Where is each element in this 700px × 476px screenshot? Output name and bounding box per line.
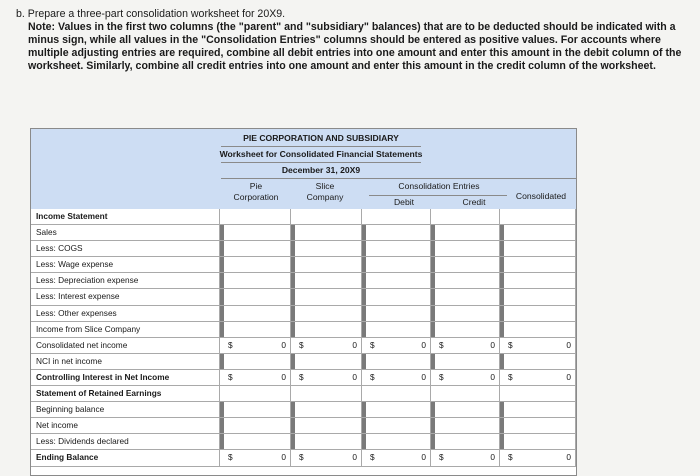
consolidated-input[interactable]: [500, 418, 576, 433]
consolidated-cell: [500, 209, 576, 224]
credit-cell: [431, 209, 500, 224]
row-label: Ending Balance: [31, 450, 220, 465]
credit-total: [431, 338, 500, 353]
instructions: [16, 8, 692, 73]
row-label: Less: Depreciation expense: [31, 273, 220, 288]
consolidated-cell: [500, 386, 576, 401]
currency-symbol: $: [228, 371, 233, 382]
table-row: [31, 209, 576, 225]
row-label: Consolidated net income: [31, 338, 220, 353]
question-text: b. Prepare a three-part consolidation worksheet for 20X9.: [16, 8, 286, 20]
col-header-consolidated: Consolidated: [515, 191, 567, 201]
subsidiary-cell: [291, 386, 362, 401]
parent-input[interactable]: [220, 306, 291, 321]
note-text: Note: Values in the first two columns (the "parent" and "subsidiary" balances) that are to be deducted should be indicated with a minus sign, while all values in the "Consolidation Entries" columns should be entered as positive values. For accounts where multiple adjusting entries are required, combine all debit entries into one amount and enter this amount in the debit column of the worksheet. Similarly, combine all credit entries into one amount and enter this amount in the credit column of the worksheet.: [28, 21, 682, 72]
parent-input[interactable]: [220, 354, 291, 369]
subsidiary-input[interactable]: [291, 241, 362, 256]
worksheet-rows: [31, 209, 576, 467]
parent-input[interactable]: [220, 273, 291, 288]
currency-symbol: $: [370, 339, 375, 350]
debit-input[interactable]: [362, 434, 431, 449]
currency-symbol: $: [370, 452, 375, 463]
currency-symbol: $: [299, 339, 304, 350]
parent-input[interactable]: [220, 434, 291, 449]
currency-symbol: $: [508, 371, 513, 382]
parent-cell: [220, 386, 291, 401]
total-value: 0: [421, 452, 426, 463]
subsidiary-input[interactable]: [291, 306, 362, 321]
subsidiary-input[interactable]: [291, 322, 362, 337]
debit-input[interactable]: [362, 289, 431, 304]
table-row: [31, 354, 576, 370]
subsidiary-input[interactable]: [291, 418, 362, 433]
consolidated-input[interactable]: [500, 434, 576, 449]
parent-input[interactable]: [220, 322, 291, 337]
credit-input[interactable]: [431, 273, 500, 288]
consolidated-total: [500, 338, 576, 353]
subsidiary-input[interactable]: [291, 354, 362, 369]
total-value: 0: [490, 371, 495, 382]
table-row: [31, 306, 576, 322]
col-header-parent: Pie Corporation: [233, 181, 279, 202]
table-row: [31, 289, 576, 305]
debit-input[interactable]: [362, 225, 431, 240]
total-value: 0: [421, 339, 426, 350]
debit-total: [362, 370, 431, 385]
currency-symbol: $: [228, 452, 233, 463]
debit-cell: [362, 209, 431, 224]
debit-input[interactable]: [362, 257, 431, 272]
consolidated-input[interactable]: [500, 273, 576, 288]
debit-input[interactable]: [362, 273, 431, 288]
subsidiary-input[interactable]: [291, 257, 362, 272]
subsidiary-input[interactable]: [291, 225, 362, 240]
table-row: [31, 450, 576, 466]
table-row: [31, 370, 576, 386]
credit-input[interactable]: [431, 434, 500, 449]
row-label: Less: COGS: [31, 241, 220, 256]
row-label: Statement of Retained Earnings: [31, 386, 220, 401]
total-value: 0: [421, 371, 426, 382]
parent-input[interactable]: [220, 418, 291, 433]
subsidiary-cell: [291, 209, 362, 224]
currency-symbol: $: [228, 339, 233, 350]
total-value: 0: [352, 371, 357, 382]
debit-input[interactable]: [362, 418, 431, 433]
subsidiary-input[interactable]: [291, 402, 362, 417]
consolidated-input[interactable]: [500, 306, 576, 321]
parent-total: [220, 338, 291, 353]
credit-input[interactable]: [431, 241, 500, 256]
consolidated-total: [500, 450, 576, 465]
parent-cell: [220, 209, 291, 224]
subsidiary-total: [291, 370, 362, 385]
total-value: 0: [281, 371, 286, 382]
consolidated-input[interactable]: [500, 322, 576, 337]
consolidated-input[interactable]: [500, 354, 576, 369]
table-row: [31, 273, 576, 289]
parent-input[interactable]: [220, 225, 291, 240]
table-row: [31, 434, 576, 450]
table-row: [31, 322, 576, 338]
consolidated-total: [500, 370, 576, 385]
currency-symbol: $: [508, 452, 513, 463]
table-row: [31, 386, 576, 402]
debit-cell: [362, 386, 431, 401]
consolidated-input[interactable]: [500, 402, 576, 417]
row-label: Less: Wage expense: [31, 257, 220, 272]
table-row: [31, 241, 576, 257]
currency-symbol: $: [439, 371, 444, 382]
worksheet-title: PIE CORPORATION AND SUBSIDIARY: [243, 133, 399, 143]
table-row: [31, 402, 576, 418]
row-label: Income from Slice Company: [31, 322, 220, 337]
debit-total: [362, 450, 431, 465]
debit-input[interactable]: [362, 322, 431, 337]
parent-total: [220, 370, 291, 385]
col-header-entries: Consolidation Entries: [398, 181, 480, 191]
parent-input[interactable]: [220, 241, 291, 256]
debit-input[interactable]: [362, 354, 431, 369]
consolidated-input[interactable]: [500, 257, 576, 272]
credit-input[interactable]: [431, 402, 500, 417]
subsidiary-total: [291, 450, 362, 465]
subsidiary-input[interactable]: [291, 273, 362, 288]
row-label: Income Statement: [31, 209, 220, 224]
consolidated-input[interactable]: [500, 225, 576, 240]
consolidated-input[interactable]: [500, 289, 576, 304]
consolidated-input[interactable]: [500, 241, 576, 256]
credit-input[interactable]: [431, 306, 500, 321]
total-value: 0: [281, 452, 286, 463]
debit-total: [362, 338, 431, 353]
subsidiary-total: [291, 338, 362, 353]
credit-input[interactable]: [431, 354, 500, 369]
row-label: Less: Dividends declared: [31, 434, 220, 449]
row-label: Beginning balance: [31, 402, 220, 417]
row-label: Less: Other expenses: [31, 306, 220, 321]
currency-symbol: $: [439, 339, 444, 350]
credit-cell: [431, 386, 500, 401]
currency-symbol: $: [370, 371, 375, 382]
credit-total: [431, 370, 500, 385]
subsidiary-input[interactable]: [291, 434, 362, 449]
row-label: Less: Interest expense: [31, 289, 220, 304]
table-row: [31, 257, 576, 273]
total-value: 0: [566, 452, 571, 463]
credit-input[interactable]: [431, 257, 500, 272]
total-value: 0: [352, 339, 357, 350]
col-header-credit: Credit: [462, 197, 486, 207]
col-header-debit: Debit: [393, 197, 415, 207]
subsidiary-input[interactable]: [291, 289, 362, 304]
credit-input[interactable]: [431, 418, 500, 433]
row-label: Net income: [31, 418, 220, 433]
parent-input[interactable]: [220, 289, 291, 304]
total-value: 0: [490, 452, 495, 463]
table-row: [31, 418, 576, 434]
parent-total: [220, 450, 291, 465]
currency-symbol: $: [299, 452, 304, 463]
total-value: 0: [352, 452, 357, 463]
row-label: NCI in net income: [31, 354, 220, 369]
currency-symbol: $: [439, 452, 444, 463]
row-label: Controlling Interest in Net Income: [31, 370, 220, 385]
currency-symbol: $: [508, 339, 513, 350]
consolidation-worksheet: [30, 128, 577, 476]
debit-input[interactable]: [362, 241, 431, 256]
table-row: [31, 338, 576, 354]
debit-input[interactable]: [362, 306, 431, 321]
parent-input[interactable]: [220, 402, 291, 417]
total-value: 0: [566, 339, 571, 350]
debit-input[interactable]: [362, 402, 431, 417]
total-value: 0: [566, 371, 571, 382]
row-label: Sales: [31, 225, 220, 240]
table-row: [31, 225, 576, 241]
worksheet-subtitle: Worksheet for Consolidated Financial Statements: [219, 149, 423, 159]
total-value: 0: [281, 339, 286, 350]
total-value: 0: [490, 339, 495, 350]
credit-input[interactable]: [431, 322, 500, 337]
col-header-subsidiary: Slice Company: [306, 181, 344, 202]
currency-symbol: $: [299, 371, 304, 382]
credit-total: [431, 450, 500, 465]
worksheet-date: December 31, 20X9: [281, 165, 361, 175]
parent-input[interactable]: [220, 257, 291, 272]
credit-input[interactable]: [431, 225, 500, 240]
credit-input[interactable]: [431, 289, 500, 304]
